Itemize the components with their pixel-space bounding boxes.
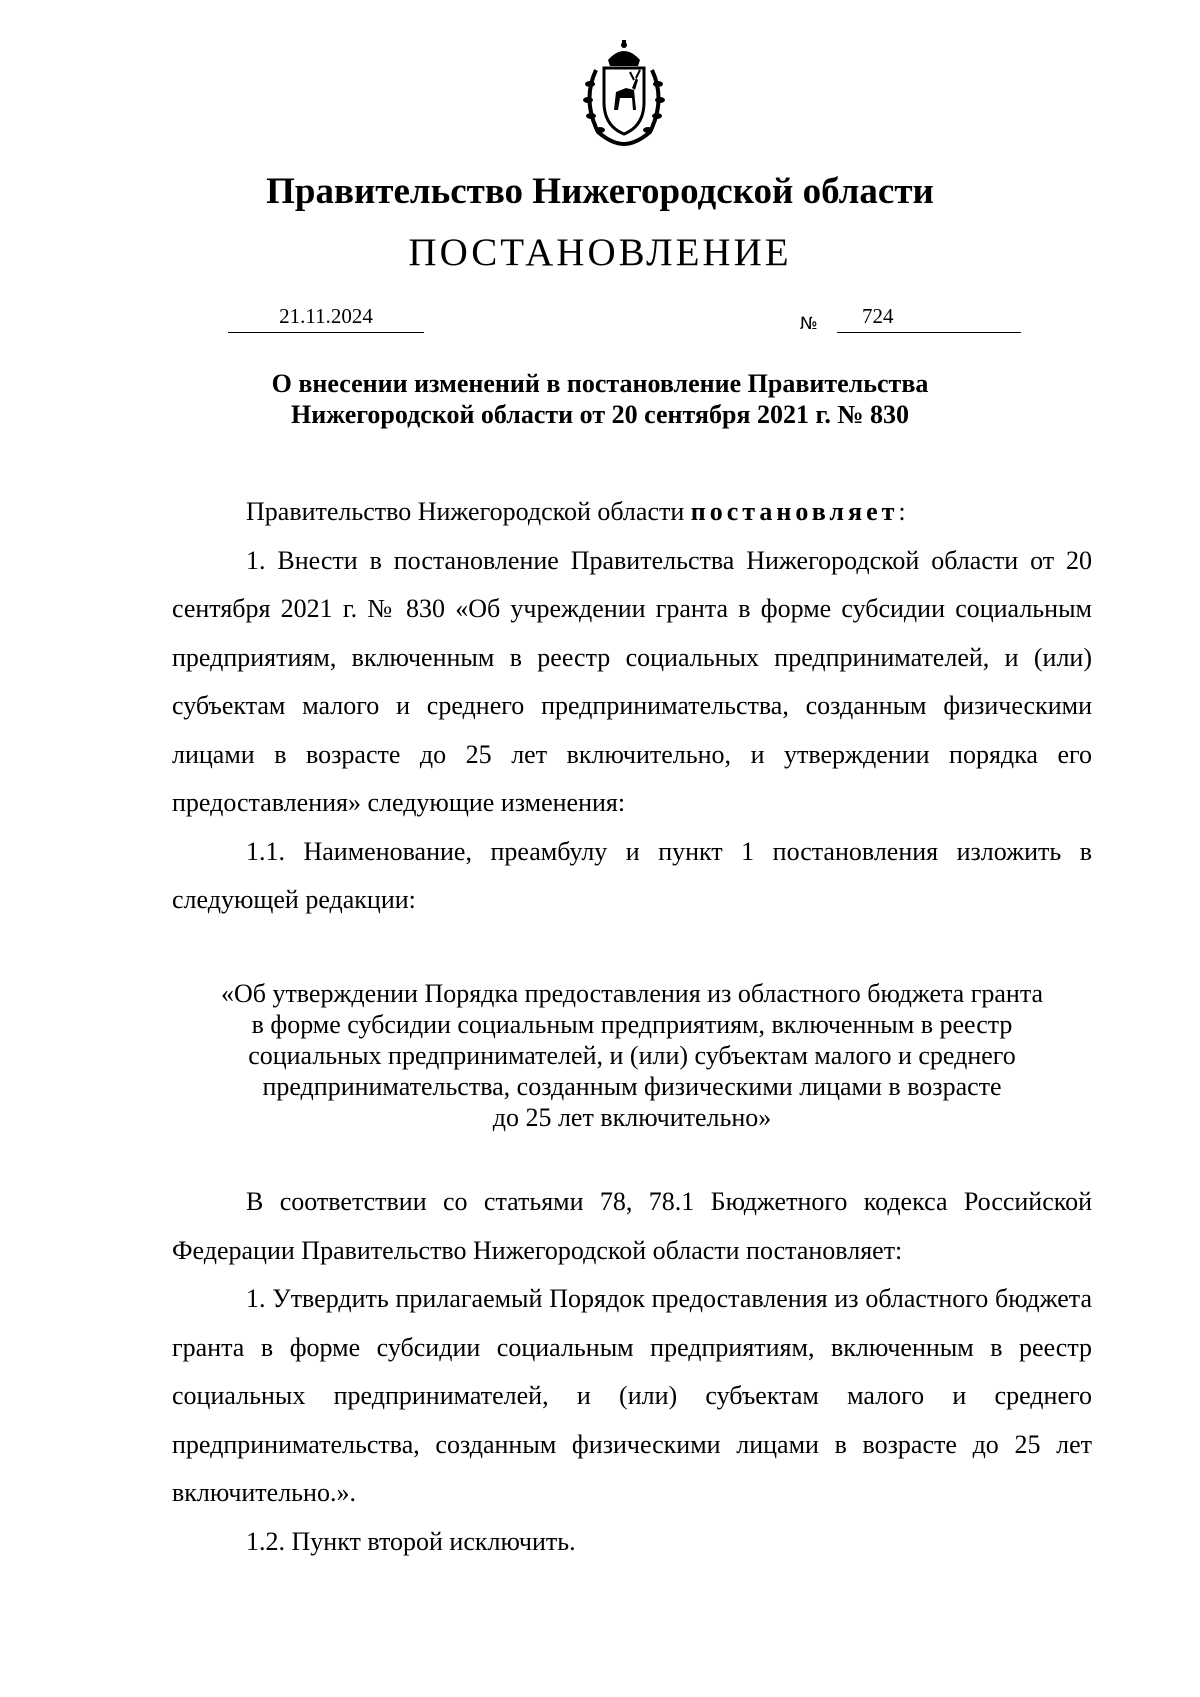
document-subject — [0, 368, 1200, 430]
intro-paragraph — [172, 488, 1092, 537]
document-type: ПОСТАНОВЛЕНИЕ — [408, 231, 792, 274]
body-part-2 — [172, 1178, 1092, 1566]
preamble: В соответствии со статьями 78, 78.1 Бюджетного кодекса Российской Федерации Правительство Нижегородской области постановляет: — [172, 1187, 1092, 1265]
body-part-1 — [172, 488, 1092, 925]
quoted-title — [172, 978, 1092, 1133]
document-number: 724 — [862, 304, 894, 328]
intro-end: : — [898, 497, 906, 526]
document-date: 21.11.2024 — [228, 300, 424, 333]
quote-line: предпринимательства, созданным физическими лицами в возрасте — [262, 1072, 1002, 1101]
quote-line: в форме субсидии социальным предприятиям, включенным в реестр — [251, 1010, 1013, 1039]
quote-line: социальных предпринимателей, и (или) субъектам малого и среднего — [248, 1041, 1016, 1070]
subject-line-1: О внесении изменений в постановление Правительства — [271, 369, 929, 398]
government-name: Правительство Нижегородской области — [266, 171, 934, 212]
intro-verb: постановляет — [690, 497, 899, 526]
number-sign: № — [800, 314, 818, 334]
intro-text: Правительство Нижегородской области — [246, 497, 691, 526]
coat-of-arms-emblem — [578, 40, 670, 148]
item-1-2: 1.2. Пункт второй исключить. — [246, 1526, 576, 1556]
item-1: 1. Внести в постановление Правительства Нижегородской области от 20 сентября 2021 г. № 830 «Об учреждении гранта в форме субсидии социальным предприятиям, включенным в реестр социальных предпринимателей, и (или) субъектам малого и среднего предпринимательства, созданным физическими лицами в возрасте до 25 лет включительно, и утверждении порядка его предоставления» следующие изменения: — [172, 545, 1092, 817]
item-1-1: 1.1. Наименование, преамбулу и пункт 1 постановления изложить в следующей редакции: — [172, 836, 1092, 914]
quote-line: «Об утверждении Порядка предоставления из областного бюджета гранта — [220, 979, 1044, 1008]
subject-line-2: Нижегородской области от 20 сентября 2021 г. № 830 — [291, 400, 909, 429]
new-item-1: 1. Утвердить прилагаемый Порядок предоставления из областного бюджета гранта в форме субсидии социальным предприятиям, включенным в реестр социальных предпринимателей, и (или) субъектам малого и среднего предпринимательства, созданным физическими лицами в возрасте до 25 лет включительно.». — [172, 1284, 1092, 1507]
quote-line: до 25 лет включительно» — [492, 1103, 772, 1132]
document-number-field — [837, 300, 1021, 333]
